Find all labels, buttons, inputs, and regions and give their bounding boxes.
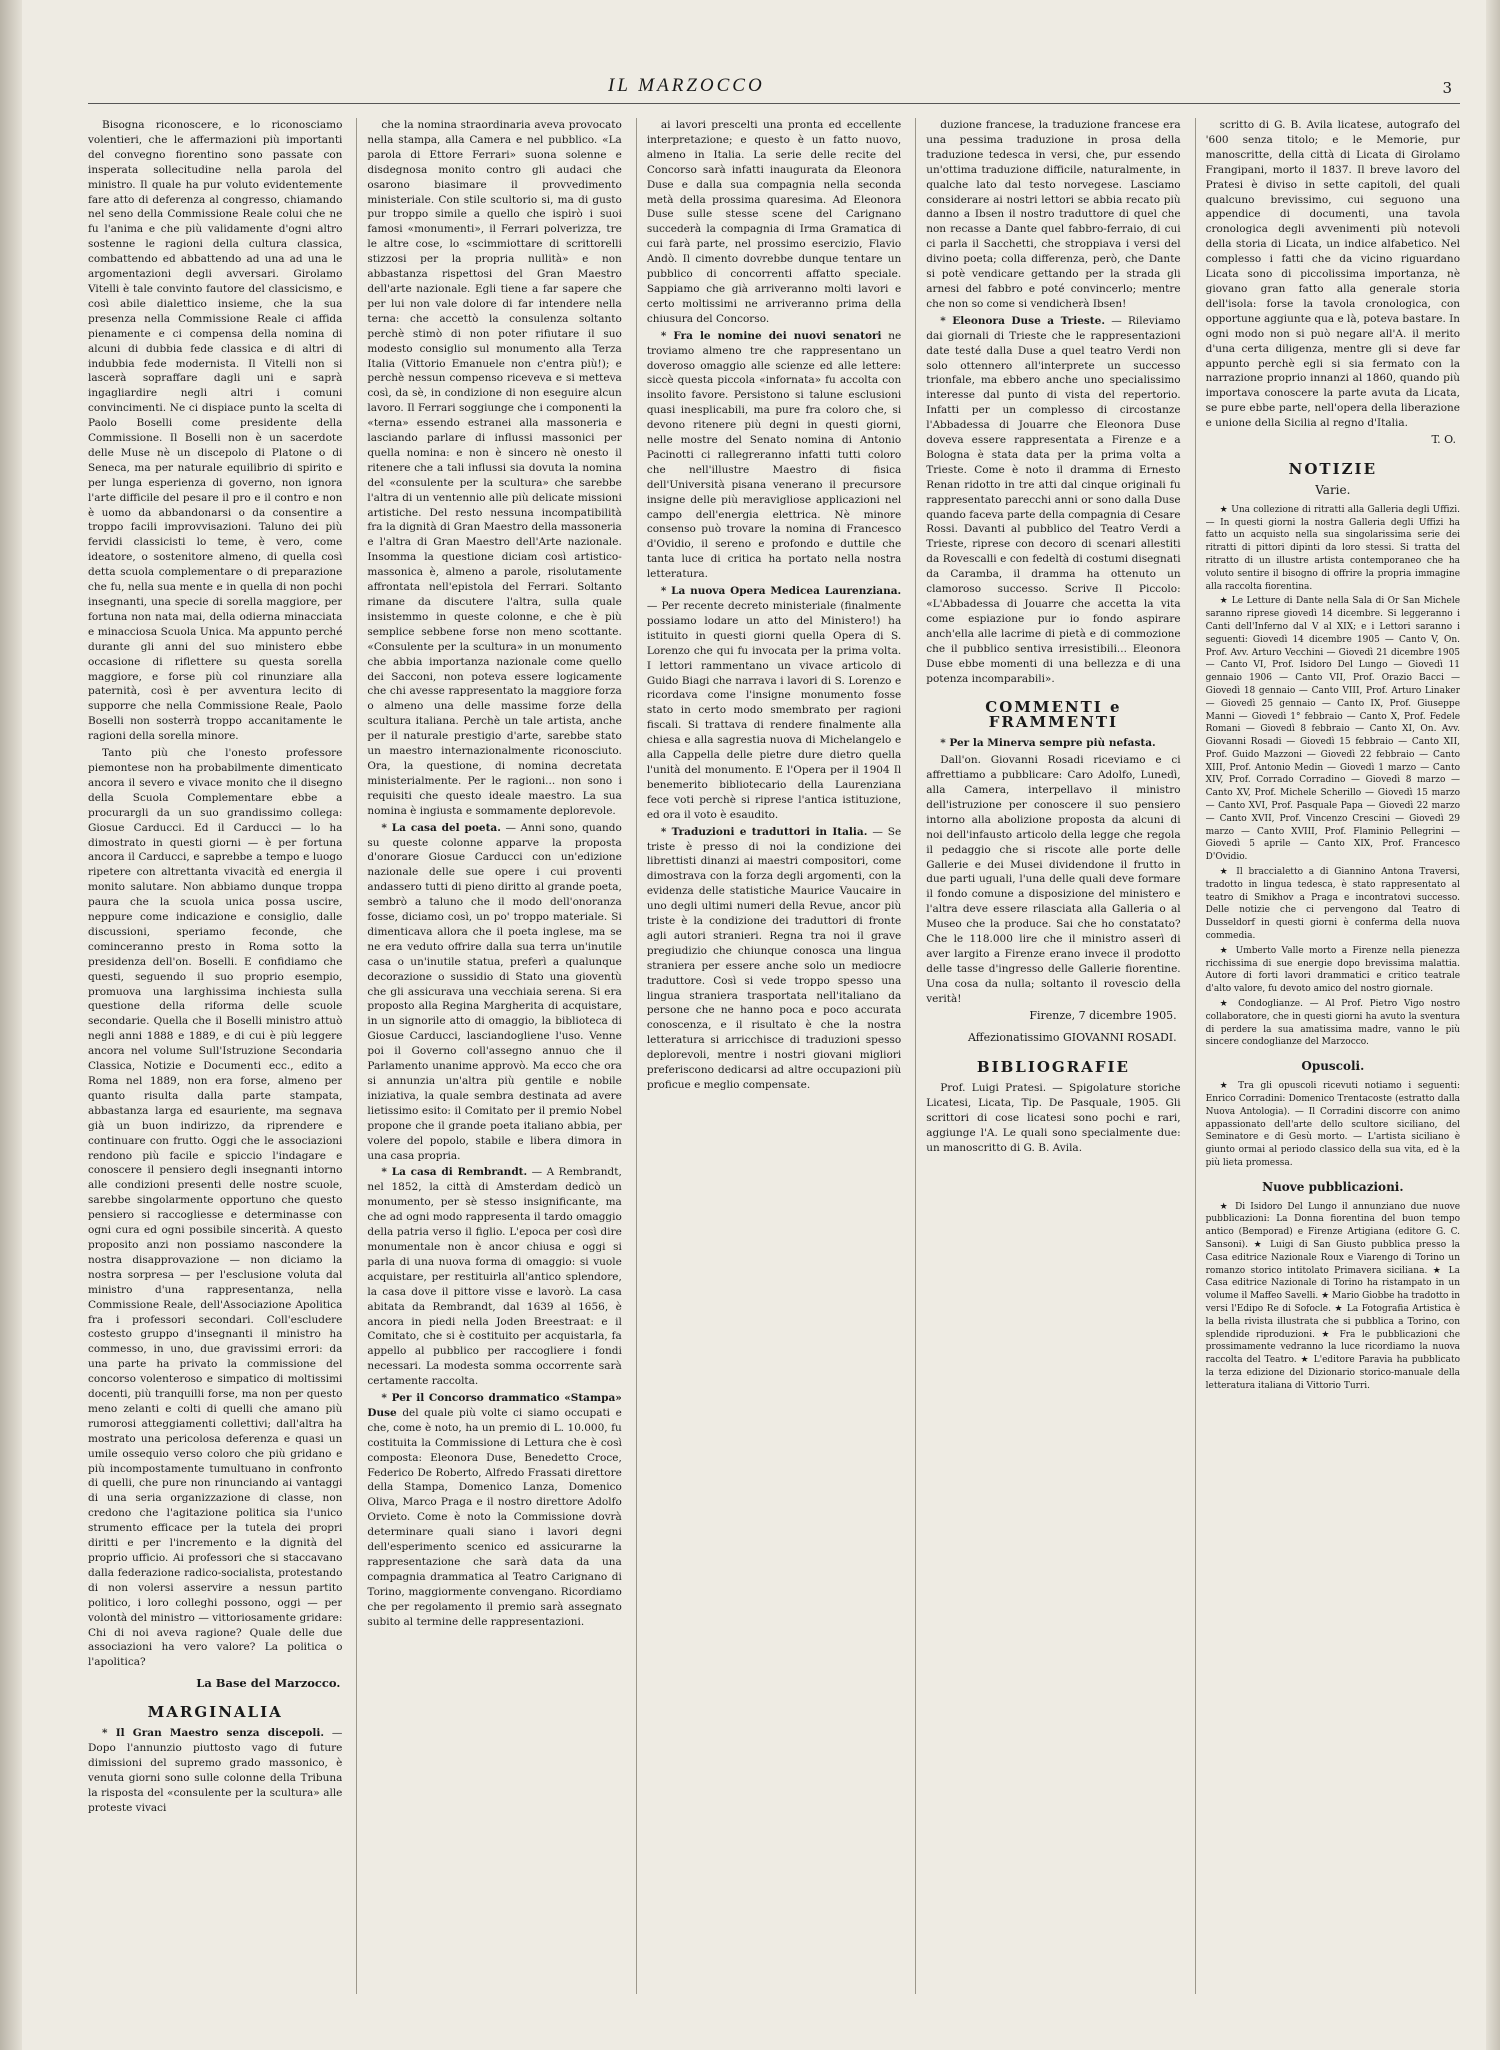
article-intro: scritto di G. B. Avila licatese, autografo del '600 senza titolo; e le Memorie, pur manoscritte, della città di Licata di Girolamo Frangipani, morto il 1837. Il breve lavoro del Pratesi è diviso in sette capitoli, del quali qualcuno brevissimo, cui seguono una appendice di documenti, una tavola cronologica degli avvenimenti più notevoli della storia di Licata, un indice alfabetico. Nel complesso i fatti che da vicino riguardano Licata sono di piccolissima importanza, nè giovano gran fatto alla generale storia dell'isola: forse la tavola cronologica, con opportune aggiunte qua e là, poteva bastare. In ogni modo non si può negare all'A. il merito d'una certa diligenza, mentre gli si deve far appunto perchè egli si sia fermato con la narrazione proprio innanzi al 1860, quando più importava conoscere la parte avuta da Licata, se pure ebbe parte, nell'opera della liberazione e unione della Sicilia al regno d'Italia. — [1205, 119, 1461, 430]
page-right-edge — [1486, 0, 1500, 2050]
item-title: * La casa del poeta. — [381, 821, 501, 834]
column-1 — [88, 118, 342, 1994]
column-5 — [1195, 118, 1460, 1994]
masthead — [88, 0, 1460, 104]
section-heading-commenti: COMMENTI e FRAMMENTI — [985, 698, 1122, 732]
article-intro: duzione francese, la traduzione francese era una pessima traduzione in prosa della traduzione tedesca in versi, che, pur essendo un'ottima traduzione difficile, naturalmente, in qualche lato dal testo norvegese. Lasciamo considerare ai nostri lettori se abbia recato più danno a Ibsen il nostro traduttore di quel che non recasse a Dante quel fabbro-ferraio, di cui ci parla il Sacchetti, che stroppiava i versi del divino poeta; colla differenza, però, che Dante si potè vendicare gettando per la strada gli arnesi del fabbro e poté convincerlo; mentre che non so come si vendicherà Ibsen! — [926, 119, 1181, 310]
news-item: ★ Di Isidoro Del Lungo il annunziano due nuove pubblicazioni: La Donna fiorentina del buon tempo antico (Bemporad) e Firenze Artigiana (editore G. C. Sansoni). ★ Luigi di San Giusto pubblica presso la Casa editrice Nazionale Roux e Viarengo di Torino un romanzo storico intitolato Primavera siciliana. ★ La Casa editrice Nazionale di Torino ha ristampato in un volume il Maffeo Savelli. ★ Mario Giobbe ha tradotto in versi l'Edipo Re di Sofocle. ★ La Fotografia Artistica è la bella rivista illustrata che si pubblica a Torino, con splendide riproduzioni. ★ Fra le pubblicazioni che prossimamente vedranno la luce ricordiamo la nuova raccolta del Teatro. ★ L'editore Paravia ha pubblicato la terza edizione del Dizionario storico-manuale della letteratura italiana di Vittorio Turri. — [1205, 1201, 1461, 1391]
column-2 — [356, 118, 621, 1994]
columns — [88, 104, 1460, 1994]
news-item: ★ Condoglianze. — Al Prof. Pietro Vigo nostro collaboratore, che in questi giorni ha avuto la sventura di perdere la sua amatissima madre, vanno le più sincere condoglianze del Marzocco. — [1205, 999, 1461, 1048]
article-body: Tanto più che l'onesto professore piemontese non ha probabilmente dimenticato ancora il severo e vivace monito che il disegno della Scuola Complementare ebbe a procurargli da un suo grandissimo collega: Giosue Carducci. Ed il Carducci — lo ha dimostrato in questi giorni — è per fortuna ancora il Carducci, e saprebbe a tempo e luogo ripetere con altrettanta vivacità ed energia il monito salutare. Non abbiamo dunque troppa paura che la scuola unica possa uscire, neppure come indicazione e consiglio, dalle discussioni, speriamo feconde, che cominceranno presto in Roma sotto la presidenza dell'on. Boselli. E confidiamo che questi, seguendo il suo proprio esempio, promuova una larghissima inchiesta sulla questione della riforma delle scuole secondarie. Quella che il Boselli ministro attuò negli anni 1888 e 1889, e di cui è più leggere ancora nel volume Sull'Istruzione Secondaria Classica, Notizie e Documenti ecc., edito a Roma nel 1889, non era forse, almeno per quanto risulta dalla parte stampata, abbastanza larga ed esauriente, ma segnava già un buon indirizzo, da riprendere e continuare con frutto. Oggi che le associazioni rendono più facile e spiccio l'indagare e conoscere il pensiero degli insegnanti intorno alle condizioni presenti delle nostre scuole, sarebbe singolarmente opportuno che questo pensiero si raccogliesse e determinasse con ogni cura ed ogni possibile sincerità. A questo proposito anzi non possiamo nascondere la nostra disapprovazione — non diciamo la nostra sorpresa — per l'esclusione voluta dal ministro d'una rappresentanza, nella Commissione Reale, dell'Associazione Apolitica fra i professori secondari. Coll'escludere costesto gruppo d'insegnanti il ministro ha commesso, in uno, due gravissimi errori: da una parte ha privato la commissione del concorso volenteroso e simpatico di moltissimi docenti, più tranquilli forse, ma non per questo meno zelanti e colti di quelli che amano più rumorosi atteggiamenti collettivi; dall'altra ha mostrato una pericolosa deferenza e quasi un umile ossequio verso coloro che più gridano e più incompostamente tumultuano in confronto di quelli, che pure non rinunciando ai vantaggi di una seria organizzazione di classe, non credono che l'agitazione politica sia l'unico strumento efficace per la tutela dei propri diritti e per l'incremento e la dignità del proprio ufficio. Ai professori che si staccavano dalla federazione radico-socialista, protestando di non volersi asservire a nessun partito politico, i loro colleghi possono, oggi — per volontà del ministro — vittoriosamente gridare: Chi di noi aveva ragione? Quale delle due associazioni ha vero valore? La politica o l'apolitica? — [88, 747, 343, 1669]
section-heading-marginalia: MARGINALIA — [147, 1703, 283, 1722]
item-body: — Se triste è presso di noi la condizione dei librettisti dinanzi ai maestri compositori, come dimostrava con la forza degli argomenti, con la evidenza delle statistiche Maurice Vaucaire in uno degli ultimi numeri della Revue, ancor più triste è la condizione dei traduttori di fronte agli autori stranieri. Regna tra noi il grave pregiudizio che chiunque conosca una lingua straniera per essere anche solo un mediocre traduttore. Così si vede troppo spesso una lingua straniera trasportata nell'italiano da persone che ne hanno poca e poco accurata conoscenza, e il risultato è che la nostra letteratura si arricchisce di traduzioni spesso deplorevoli, mentre i nostri giovani migliori preferiscono dedicarsi ad altre occupazioni più proficue e meglio compensate. — [646, 825, 902, 1091]
item-title: * Per la Minerva sempre più nefasta. — [940, 737, 1156, 750]
column-3 — [636, 118, 901, 1994]
item-title: * Eleonora Duse a Trieste. — [940, 314, 1105, 327]
article-intro: ai lavori prescelti una pronta ed eccellente interpretazione; e questo è un fatto nuovo, almeno in Italia. La serie delle recite del Concorso sarà infatti inaugurata da Eleonora Duse e dalla sua compagnia nella seconda metà della prossima quaresima. Ad Eleonora Duse sulle stesse scene del Carignano succederà la compagnia di Irma Gramatica di cui farà parte, nel prossimo esercizio, Flavio Andò. Il cimento dovrebbe dunque tentare un pubblico di concorrenti affatto speciale. Sappiamo che già arriveranno molti lavori e certo moltissimi ne arriveranno prima della chiusura del Concorso. — [646, 119, 902, 325]
item-body: — Dopo l'annunzio piuttosto vago di future dimissioni del supremo grado massonico, è venuta giorni sono sulle colonne della Tribuna la risposta del «consulente per la scultura» alle proteste vivaci — [88, 1727, 343, 1814]
news-item: ★ Una collezione di ritratti alla Galleria degli Uffizi. — In questi giorni la nostra Galleria degli Uffizi ha fatto un acquisto nella sua singolarissima serie dei ritratti di pittori dipinti da loro stessi. Si tratta del ritratto di un illustre artista contemporaneo che ha voluto sentire il bisogno di offrire la propria immagine alla raccolta fiorentina. — [1205, 504, 1461, 592]
masthead-title: IL MARZOCCO — [608, 75, 765, 96]
section-heading-bibliografie: BIBLIOGRAFIE — [976, 1058, 1130, 1077]
item-body: del quale più volte ci siamo occupati e che, come è noto, ha un premio di L. 10.000, fu costituita la Commissione di Lettura che è così composta: Eleonora Duse, Benedetto Croce, Federico De Roberto, Alfredo Frassati direttore della Stampa, Domenico Lanza, Domenico Oliva, Marco Praga e il nostro direttore Adolfo Orvieto. Come è noto la Commissione dovrà determinare quali siano i lavori degni dell'esperimento scenico ed assicurarne la rappresentazione che sarà data da una compagnia drammatica al Teatro Carignano di Torino, maggiormente convengano. Ricordiamo che per regolamento il premio sarà assegnato subito al termine delle rappresentazioni. — [367, 1406, 622, 1628]
column-4 — [915, 118, 1180, 1994]
article-intro: Bisogna riconoscere, e lo riconosciamo volentieri, che le affermazioni più importanti del convegno fiorentino sono passate con insperata sollecitudine nella parola del ministro. Il quale ha pur voluto evidentemente fare atto di deferenza al congresso, chiamando nel seno della Commissione Reale colui che ne fu l'anima e che più validamente d'ogni altro sostenne le ragioni della cultura classica, combattendo ed abbattendo ad una ad una le argomentazioni degli avversari. Girolamo Vitelli è tale convinto fautore del classicismo, e così abile dialettico insieme, che la sua presenza nella Commissione Reale ci affida pienamente e ci compensa della nomina di alcuni di dubbia fede classica e di altri di indubbia fede modernista. Il Vitelli non si lascerà sopraffare dagli uni e saprà ingagliardire negli altri i comuni convincimenti. Ne ci dispiace punto la scelta di Paolo Boselli come presidente della Commissione. Il Boselli non è un sacerdote delle Muse nè un discepolo di Platone o di Seneca, ma per naturale equilibrio di spirito e per lunga esperienza di governo, non ignora l'arte difficile del pesare il pro e il contro e non è uomo da abbandonarsi o da consentire a troppo facili improvvisazioni. Taluno dei più fervidi classicisti lo teme, è vero, come ideatore, o sostenitore almeno, di quella così detta scuola complementare o di preparazione che fu, nella sua mente e in quella di non pochi insegnanti, una specie di sorella maggiore, per fortuna non nata mai, della odierna minacciata e minacciosa Scuola Unica. Ma appunto perché durante gli anni del suo ministero ebbe occasione di riflettere su questa sorella maggiore, e forse più col rinunziare alla paternità, così è per avventura lecito di supporre che nella Commissione Reale, Paolo Boselli non sosterrà troppo accanitamente le ragioni della sorella minore. — [88, 119, 343, 743]
news-item: ★ Le Letture di Dante nella Sala di Or San Michele saranno riprese giovedì 14 dicembre. Si leggeranno i Canti dell'Inferno dal V al XIX; e i Lettori saranno i seguenti: Giovedì 14 dicembre 1905 — Canto V, On. Prof. Avv. Arturo Vecchini — Giovedì 21 dicembre 1905 — Canto VI, Prof. Isidoro Del Lungo — Giovedì 11 gennaio 1906 — Canto VII, Prof. Orazio Bacci — Giovedì 18 gennaio — Canto VIII, Prof. Arturo Linaker — Giovedì 25 gennaio — Canto IX, Prof. Giuseppe Manni — Giovedì 1° febbraio — Canto X, Prof. Fedele Romani — Giovedì 8 febbraio — Canto XI, On. Avv. Giovanni Rosadi — Giovedì 15 febbraio — Canto XII, Prof. Guido Mazzoni — Giovedì 22 febbraio — Canto XIII, Prof. Antonio Medin — Giovedì 1 marzo — Canto XIV, Prof. Corrado Corradino — Giovedì 8 marzo — Canto XV, Prof. Michele Scherillo — Giovedì 15 marzo — Canto XVI, Prof. Pasquale Papa — Giovedì 22 marzo — Canto XVII, Prof. Vincenzo Crescini — Giovedì 29 marzo — Canto XVIII, Prof. Flaminio Pellegrini — Giovedì 5 aprile — Canto XIX, Prof. Francesco D'Ovidio. — [1205, 596, 1461, 863]
item-body: Dall'on. Giovanni Rosadi riceviamo e ci affrettiamo a pubblicare: Caro Adolfo, Lunedì, alla Camera, interpellavo il ministro dell'istruzione per conoscere il suo pensiero intorno alla abolizione proposta da alcuni di noi dell'infausto articolo della legge che regola il pedaggio che si riscote alle porte delle Gallerie e dei Musei dividendone il frutto in due parti uguali, l'una delle quali deve formare il fondo comune a disposizione del ministero e l'altra deve essere rilasciata alla Galleria o al Museo che la produce. Sai che ho constatato? Che le 118.000 lire che il ministro asserì di aver largito a Firenze erano invece il prodotto delle tasse d'ingresso delle Gallerie fiorentine. Una cosa da nulla; soltanto il rovescio della verità! — [926, 754, 1181, 1005]
article-signature: La Base del Marzocco. — [196, 1676, 341, 1691]
subsection-opuscoli: Opuscoli. — [1301, 1059, 1365, 1074]
item-title: * Fra le nomine dei nuovi senatori — [660, 329, 882, 342]
letter-date: Firenze, 7 dicembre 1905. — [1029, 1008, 1177, 1022]
item-body: — Anni sono, quando su queste colonne apparve la proposta d'onorare Giosue Carducci con un'edizione nazionale delle sue opere i cui proventi andassero tutti di pieno diritto al grande poeta, sembrò a taluno che il modo dell'onoranza fosse, diciamo così, un po' troppo materiale. Si dimenticava allora che il poeta inglese, ma se ne era veduto offrire dalla sua terra un'inutile casa o un'inutile statua, preferì a qualunque decorazione o sussidio di Stato una gioventù che gli assicurava una vecchiaia serena. Si era proposto alla Regina Margherita di acquistare, in un signorile atto di omaggio, la biblioteca di Giosue Carducci, lasciandogliene l'uso. Venne poi il Governo coll'assegno annuo che il Parlamento unanime approvò. Ma ecco che ora si annunzia un'altra più gentile e nobile iniziativa, la quale sembra destinata ad avere lietissimo esito: il Comitato per il premio Nobel propone che il grande poeta italiano abbia, per volere del popolo, stabile e libera dimora in una casa propria. — [367, 821, 622, 1162]
subsection-varie: Varie. — [1315, 482, 1351, 497]
item-title: * Traduzioni e traduttori in Italia. — [660, 825, 868, 838]
page-left-edge — [0, 0, 22, 2050]
item-body: — A Rembrandt, nel 1852, la città di Amsterdam dedicò un monumento, per sè stesso insignificante, ma che ad ogni modo rappresenta il tardo omaggio della patria verso il figlio. L'epoca per così dire monumentale non è ancor chiusa e oggi si parla di una nuova forma di omaggio: si vuole acquistare, per restituirla all'antico splendore, la casa dove il pittore visse e lavorò. La casa abitata da Rembrandt, dal 1639 al 1656, è ancora in piedi nella Joden Breestraat: e il Comitato, che si è costituito per acquistarla, fa appello al pubblico per raccogliere i fondi necessari. La modesta somma occorrente sarà certamente raccolta. — [367, 1166, 622, 1388]
item-title: * La nuova Opera Medicea Laurenziana. — [660, 585, 902, 598]
news-item: ★ Il braccialetto a di Giannino Antona Traversi, tradotto in lingua tedesca, è stato rappresentato al teatro di Smikhov a Praga e incontratovi successo. Delle notizie che ci pervengono dal Teatro di Dusseldorf in questi giorni è conferma della nuova commedia. — [1205, 867, 1461, 942]
article-initials: T. O. — [1431, 433, 1457, 447]
section-heading-notizie: NOTIZIE — [1288, 459, 1377, 478]
article-body: che la nomina straordinaria aveva provocato nella stampa, alla Camera e nel pubblico. «La parola di Ettore Ferrari» suona solenne e disdegnosa monito contro gli audaci che osarono biasimare il provvedimento ministeriale. Con stile scultorio si, ma di gusto pur troppo simile a quello che ispirò i suoi famosi «monumenti», il Ferrari polverizza, tre le altre cose, lo «scimmiottare di scrittorelli stizzosi per la propria nullità» e non abbastanza rispettosi del Gran Maestro dell'arte nazionale. Egli tiene a far sapere che per lui non vale dolore di far intendere nella terna: che accettò la consulenza soltanto perchè stimò di non poter rifiutare il suo modesto consiglio sul monumento alla Terza Italia (Vittorio Emanuele non c'entra più!); e perchè nessun compenso riceveva e si metteva così, da sè, in condizione di non eseguire alcun lavoro. Il Ferrari soggiunge che i componenti la «terna» essendo estranei alla massoneria e lasciando parlare di influssi massonici per quella nomina: e non è sincero nè onesto il ritenere che a tali influssi sia dovuta la nomina del «consulente per la scultura» che sarebbe l'altra di un ventennio alle più delicate missioni artistiche. Del resto nessuna incompatibilità fra la dignità di Gran Maestro della massoneria e l'altra di Gran Maestro dell'Arte nazionale. Insomma la questione diciam così artistico-massonica è, almeno a parole, risolutamente affrontata nell'epistola del Ferrari. Soltanto rimane da discutere l'altra, sulla quale insistemmo in queste colonne, e che è più semplice sebbene forse non meno scottante. «Consulente per la scultura» in un monumento che abbia importanza nazionale come quello dei Sacconi, non poteva essere logicamente che chi avesse rappresentato la maggiore forza o almeno una delle massime forze della scultura italiana. Perchè un tale artista, anche per il naturale prestigio d'arte, sarebbe stato un maestro internazionalmente riconosciuto. Ora, la questione, di nomina decretata ministerialmente. Per le ragioni... non sono i requisiti che questo ideale maestro. La sua nomina è ingiusta e sommamente deplorevole. — [367, 119, 622, 817]
item-body: — Rileviamo dai giornali di Trieste che le rappresentazioni date testé dalla Duse a quel teatro Verdi non solo ottennero all'interprete un successo trionfale, ma ebbero anche uno specialissimo interesse dal punto di vista del repertorio. Infatti per un complesso di circostanze l'Abbadessa di Jouarre che Eleonora Duse doveva essere rappresentata a Firenze e a Bologna è stata data per la prima volta a Trieste. Come è noto il dramma di Ernesto Renan ridotto in tre atti dal cinque originali fu rappresentato parecchi anni or sono dalla Duse quando faceva parte della compagnia di Cesare Rossi. Davanti al pubblico del Teatro Verdi a Trieste, riprese con decoro di scenari allestiti da Rovescalli e con fedeltà di costumi disegnati da Caramba, il dramma ha ottenuto un clamoroso successo. Scrive Il Piccolo: «L'Abbadessa di Jouarre che accetta la vita come espiazione pur io fondo aspirare anch'ella alle lacrime di pietà e di commozione che il pubblico sentiva irresistibili... Eleonora Duse ebbe momenti di una bellezza e di una potenza incomparabili». — [926, 314, 1181, 685]
letter-signature: Affezionatissimo GIOVANNI ROSADI. — [968, 1031, 1177, 1045]
news-item: ★ Umberto Valle morto a Firenze nella pienezza ricchissima di sue energie dopo brevissima malattia. Autore di forti lavori drammatici e critico teatrale d'alto valore, fu devoto amico del nostro giornale. — [1205, 945, 1461, 995]
news-item: ★ Tra gli opuscoli ricevuti notiamo i seguenti: Enrico Corradini: Domenico Trentacoste (estratto dalla Nuova Antologia). — Il Corradini discorre con animo appassionato dell'arte dello scultore siciliano, del Seminatore e di Gesù morto. — L'artista siciliano è giunto ormai al periodo classico della sua vita, ed è la più lieta promessa. — [1205, 1081, 1461, 1168]
item-title: * Per il Concorso drammatico «Stampa» Duse — [367, 1392, 622, 1419]
item-title: * La casa di Rembrandt. — [381, 1166, 528, 1179]
subsection-nuove-pubblicazioni: Nuove pubblicazioni. — [1262, 1179, 1404, 1194]
item-body: Prof. Luigi Pratesi. — Spigolature storiche Licatesi, Licata, Tip. De Pasquale, 1905. Gli scrittori di cose licatesi sono pochi e rari, aggiunge l'A. Le quali sono specialmente due: un manoscritto di G. B. Avila. — [926, 1082, 1181, 1154]
item-body: ne troviamo almeno tre che rappresentano un doveroso omaggio alle scienze ed alle lettere: siccè questa piccola «infornata» fu accolta con insolito favore. Persistono si talune esclusioni quasi inesplicabili, ma pure fra coloro che, si devono ritenere più degni in questi giorni, nelle mostre del Senato nomina di Antonio Pacinotti ci rallegreranno infatti tutti coloro che nell'illustre Maestro di fisica dell'Università pisana venerano il precursore insigne delle più meravigliose applicazioni nel campo dell'energia elettrica. Nè minore consenso può trovare la nomina di Francesco d'Ovidio, il sereno e profondo e duttile che tanta luce di critica ha portato nella nostra letteratura. — [646, 329, 902, 581]
page-number: 3 — [1442, 79, 1452, 97]
item-body: — Per recente decreto ministeriale (finalmente possiamo lodare un atto del Ministero!) ha istituito in questi giorni quella Opera di S. Lorenzo che qui fu invocata per la prima volta. I lettori rammentano un vivace articolo di Guido Biagi che narrava i lavori di S. Lorenzo e ricordava come l'insigne monumento fosse stato in certo modo smembrato per ragioni fiscali. Si trattava di rendere finalmente alla chiesa e alla sagrestia nuova di Michelangelo e alla Cappella delle pietre dure dietro quella l'unità del monumento. E l'Opera per il 1904 Il benemerito bibliotecario della Laurenziana fece voti perchè si riprese l'antica istituzione, ed ora il voto è esaudito. — [646, 600, 902, 821]
item-title: * Il Gran Maestro senza discepoli. — [102, 1727, 325, 1740]
